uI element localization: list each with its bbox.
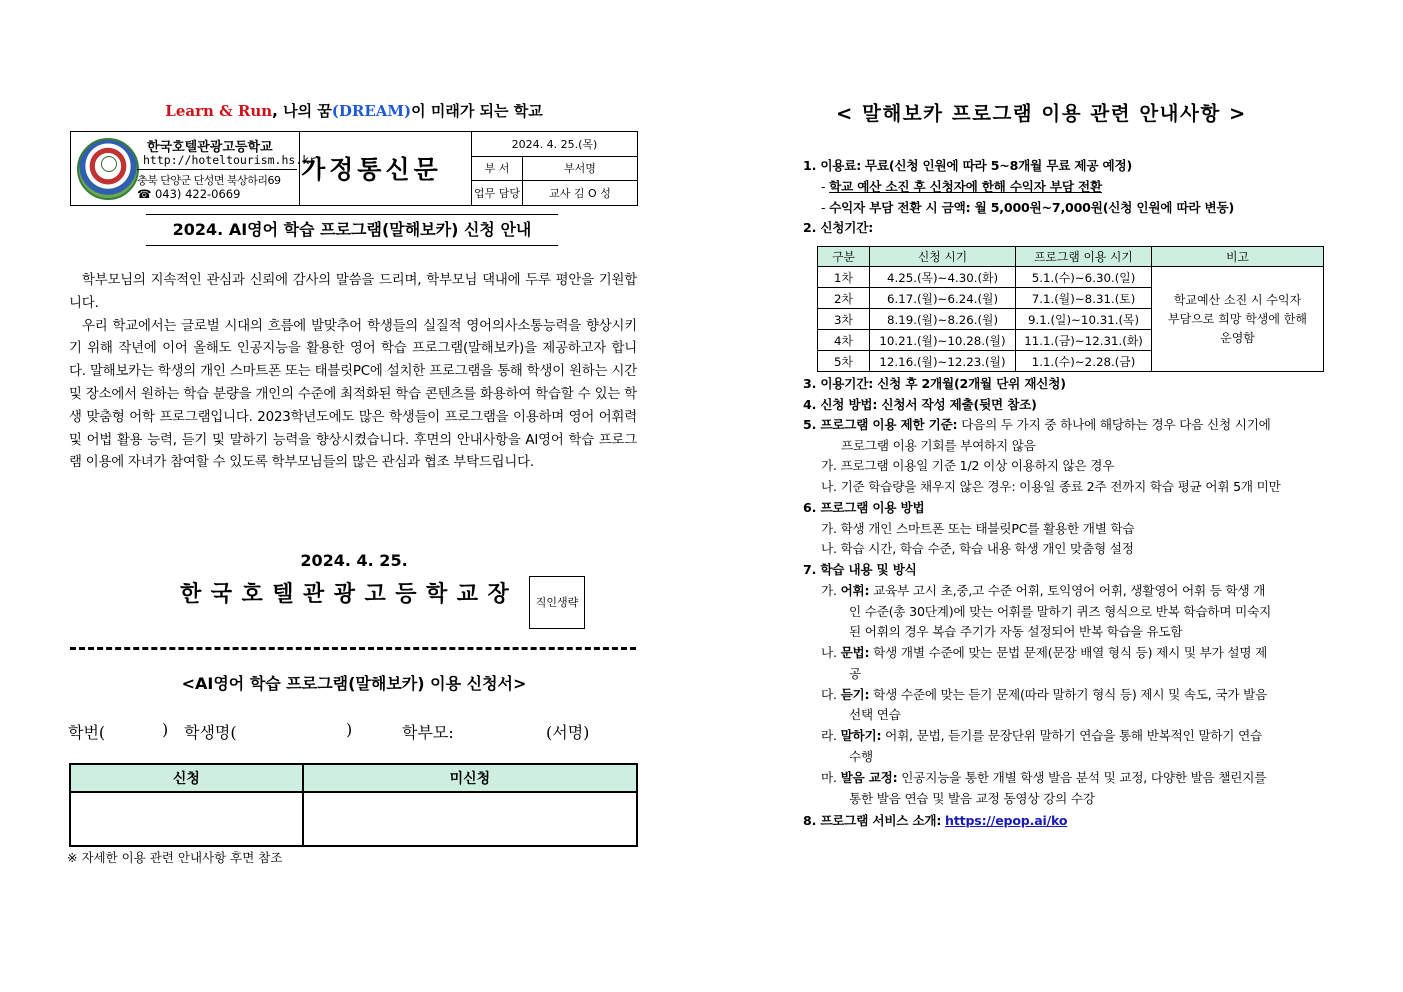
item-text: 학생 수준에 맞는 듣기 문제(따라 말하기 형식 등) 제시 및 속도, 국가 발음	[873, 687, 1268, 702]
item-text: 다음의 두 가지 중 하나에 해당하는 경우 다음 신청 시기에	[961, 417, 1271, 432]
dept-label: 부 서	[472, 156, 523, 181]
round: 4차	[818, 330, 870, 351]
dash: -	[821, 200, 826, 215]
use-period: 5.1.(수)~6.30.(일)	[1016, 267, 1152, 288]
remark-text: 운영함	[1220, 330, 1255, 345]
paragraph: 우리 학교에서는 글로벌 시대의 흐름에 발맞추어 학생들의 실질적 영어의사소통능력을 향상시키기 위해 작년에 이어 올해도 인공지능을 활용한 영어 학습 프로그램(말해보카)을 제공하고자 합니다. 말해보카는 학생의 개인 스마트폰 또는 태블릿PC에 설치한 프로그램을 통해 학생이 원하는 시간 및 장소에서 원하는 학습 분량을 개인의 수준에 최적화된 학습 콘텐츠를 화용하여 학습할 수 있는 학생 맞춤형 어학 프로그램입니다. 2023학년도에도 많은 학생들이 프로그램을 이용하며 영어 어휘력 및 어법 활용 능력, 듣기 및 말하기 능력을 향상시켰습니다. 후면의 안내사항을 AI영어 학습 프로그램 이용에 자녀가 참여할 수 있도록 학부모님들의 많은 관심과 협조 부탁드립니다.	[69, 318, 637, 471]
item-number: 1. 이용료:	[803, 158, 862, 173]
item-head: 발음 교정:	[840, 770, 898, 785]
service-link[interactable]: https://epop.ai/ko	[945, 813, 1068, 828]
motto-dream: (DREAM)	[331, 102, 412, 120]
staff-label: 업무 담당	[472, 181, 523, 205]
item-fee-sub	[821, 198, 1234, 219]
item-content-a-cont: 된 어휘의 경우 복습 주기가 자동 설정되어 반복 학습을 유도함	[849, 624, 1183, 639]
item-usage-a: 가. 학생 개인 스마트폰 또는 태블릿PC를 활용한 개별 학습	[821, 521, 1135, 536]
document-title: 2024. AI영어 학습 프로그램(말해보카) 신청 안내	[146, 214, 558, 246]
apply-period: 8.19.(월)~8.26.(월)	[870, 309, 1016, 330]
item-fee-sub	[821, 177, 1102, 198]
form-title: <AI영어 학습 프로그램(말해보카) 이용 신청서>	[181, 674, 527, 693]
student-number-field[interactable]: )	[162, 720, 169, 739]
item-head: 어휘:	[840, 583, 870, 598]
item-content-a-cont: 인 수준(총 30단계)에 맞는 어휘를 말하기 퀴즈 형식으로 반복 학습하며 미숙지	[849, 604, 1272, 619]
use-period: 7.1.(월)~8.31.(토)	[1016, 288, 1152, 309]
parent-label: 학부모:	[402, 723, 454, 742]
school-name: 한국호텔관광고등학교	[147, 140, 273, 155]
apply-period: 10.21.(월)~10.28.(월)	[870, 330, 1016, 351]
signature-field[interactable]: (서명)	[546, 723, 590, 742]
item-text: 교육부 고시 초,중,고 수준 어휘, 토익영어 어휘, 생활영어 어휘 등 학생 개	[873, 583, 1266, 598]
newsletter-header	[70, 131, 638, 206]
apply-period: 6.17.(월)~6.24.(월)	[870, 288, 1016, 309]
item-restriction	[803, 415, 1271, 436]
motto-text: , 나의 꿈	[272, 102, 332, 120]
guide-title: < 말해보카 프로그램 이용 관련 안내사항 >	[836, 102, 1247, 125]
use-period: 9.1.(일)~10.31.(목)	[1016, 309, 1152, 330]
item-content-e	[821, 768, 1266, 789]
student-name-field[interactable]: )	[346, 720, 353, 739]
remark-cell	[1152, 267, 1324, 372]
cut-line	[70, 647, 636, 650]
item-text: 어휘, 문법, 듣기를 문장단위 말하기 연습을 통해 반복적인 말하기 연습	[885, 728, 1262, 743]
item-content: 7. 학습 내용 및 방식	[803, 562, 917, 577]
col-header: 구분	[818, 247, 870, 267]
item-text: 학생 개별 수준에 맞는 문법 문제(문장 배열 형식 등) 제시 및 부가 설명 제	[873, 645, 1268, 660]
remark-text: 부담으로 희망 학생에 한해	[1168, 311, 1307, 326]
item-head: 문법:	[840, 645, 870, 660]
not-apply-header: 미신청	[303, 764, 637, 792]
col-header: 프로그램 이용 시기	[1016, 247, 1152, 267]
student-number-label: 학번(	[68, 723, 106, 742]
school-motto	[70, 100, 638, 121]
seal-box: 직인생략	[529, 576, 585, 629]
motto-text-end: 이 미래가 되는 학교	[411, 102, 543, 120]
item-text: 수익자 부담 전환 시 금액: 월 5,000원~7,000원(신청 인원에 따라 변동)	[829, 200, 1235, 215]
apply-period: 12.16.(월)~12.23.(월)	[870, 351, 1016, 372]
dash: -	[821, 179, 826, 194]
not-apply-cell[interactable]	[303, 792, 637, 846]
col-header: 비고	[1152, 247, 1324, 267]
item-content-b-cont: 공	[849, 666, 861, 681]
round: 2차	[818, 288, 870, 309]
school-address: 충북 단양군 단성면 북상하리69	[137, 174, 281, 187]
apply-cell[interactable]	[70, 792, 303, 846]
principal-signature: 한국호텔관광고등학교장	[180, 581, 519, 607]
schedule-table	[817, 246, 1324, 372]
item-label: 마.	[821, 770, 841, 785]
item-usage: 6. 프로그램 이용 방법	[803, 500, 925, 515]
motto-learn-run: Learn & Run	[165, 102, 273, 120]
dept-value: 부서명	[523, 156, 638, 181]
item-head: 5. 프로그램 이용 제한 기준:	[803, 417, 958, 432]
use-period: 11.1.(금)~12.31.(화)	[1016, 330, 1152, 351]
form-note: ※ 자세한 이용 관련 안내사항 후면 참조	[67, 850, 283, 865]
staff-value: 교사 김 O 성	[523, 181, 638, 205]
item-duration: 3. 이용기간: 신청 후 2개월(2개월 단위 재신청)	[803, 376, 1066, 391]
item-content-d	[821, 726, 1262, 747]
item-content-c	[821, 685, 1267, 706]
item-text: 무료(신청 인원에 따라 5~8개월 무료 제공 예정)	[864, 158, 1133, 173]
issue-date-footer: 2024. 4. 25.	[300, 551, 408, 570]
school-url[interactable]: http://hoteltourism.hs.kr	[143, 153, 317, 167]
item-content-c-cont: 선택 연습	[849, 707, 901, 722]
item-restriction-cont: 프로그램 이용 기회를 부여하지 않음	[841, 438, 1036, 453]
info-table	[471, 132, 637, 205]
round: 5차	[818, 351, 870, 372]
item-head: 8. 프로그램 서비스 소개:	[803, 813, 942, 828]
item-period: 2. 신청기간:	[803, 220, 874, 235]
application-table	[69, 763, 638, 847]
divider	[137, 169, 297, 170]
item-content-d-cont: 수행	[849, 749, 873, 764]
item-usage-b: 나. 학습 시간, 학습 수준, 학습 내용 학생 개인 맞춤형 설정	[821, 541, 1134, 556]
item-content-a	[821, 581, 1265, 602]
paragraph: 학부모님의 지속적인 관심과 신뢰에 감사의 말씀을 드리며, 학부모님 댁내에 두루 평안을 기원합니다.	[69, 273, 637, 311]
item-text: 인공지능을 통한 개별 학생 발음 분석 및 교정, 다양한 발음 챌린지를	[901, 770, 1267, 785]
item-head: 듣기:	[840, 687, 870, 702]
school-phone: ☎ 043) 422-0669	[137, 187, 241, 201]
newsletter-title: 가정통신문	[301, 155, 442, 184]
student-name-label: 학생명(	[184, 723, 237, 742]
logo-center	[101, 156, 117, 172]
item-restriction-a: 가. 프로그램 이용일 기준 1/2 이상 이용하지 않은 경우	[821, 458, 1115, 473]
item-content-e-cont: 통한 발음 연습 및 발음 교정 동영상 강의 수강	[849, 791, 1095, 806]
table-row	[818, 267, 1324, 288]
item-restriction-b: 나. 기준 학습량을 채우지 않은 경우: 이용일 종료 2주 전까지 학습 평균 어휘 5개 미만	[821, 479, 1281, 494]
divider	[299, 132, 300, 205]
body-text	[69, 270, 637, 475]
issue-date: 2024. 4. 25.(목)	[472, 132, 638, 156]
item-label: 다.	[821, 687, 841, 702]
item-label: 라.	[821, 728, 841, 743]
item-content-b	[821, 643, 1267, 664]
round: 3차	[818, 309, 870, 330]
item-fee	[803, 156, 1132, 177]
school-logo-icon	[77, 138, 139, 200]
round: 1차	[818, 267, 870, 288]
item-text: 학교 예산 소진 후 신청자에 한해 수익자 부담 전환	[829, 179, 1102, 194]
item-label: 가.	[821, 583, 841, 598]
use-period: 1.1.(수)~2.28.(금)	[1016, 351, 1152, 372]
item-label: 나.	[821, 645, 841, 660]
item-head: 말하기:	[840, 728, 882, 743]
item-method: 4. 신청 방법: 신청서 작성 제출(뒷면 참조)	[803, 397, 1037, 412]
apply-header: 신청	[70, 764, 303, 792]
apply-period: 4.25.(목)~4.30.(화)	[870, 267, 1016, 288]
item-service	[803, 811, 1067, 832]
col-header: 신청 시기	[870, 247, 1016, 267]
remark-text: 학교예산 소진 시 수익자	[1173, 292, 1302, 307]
